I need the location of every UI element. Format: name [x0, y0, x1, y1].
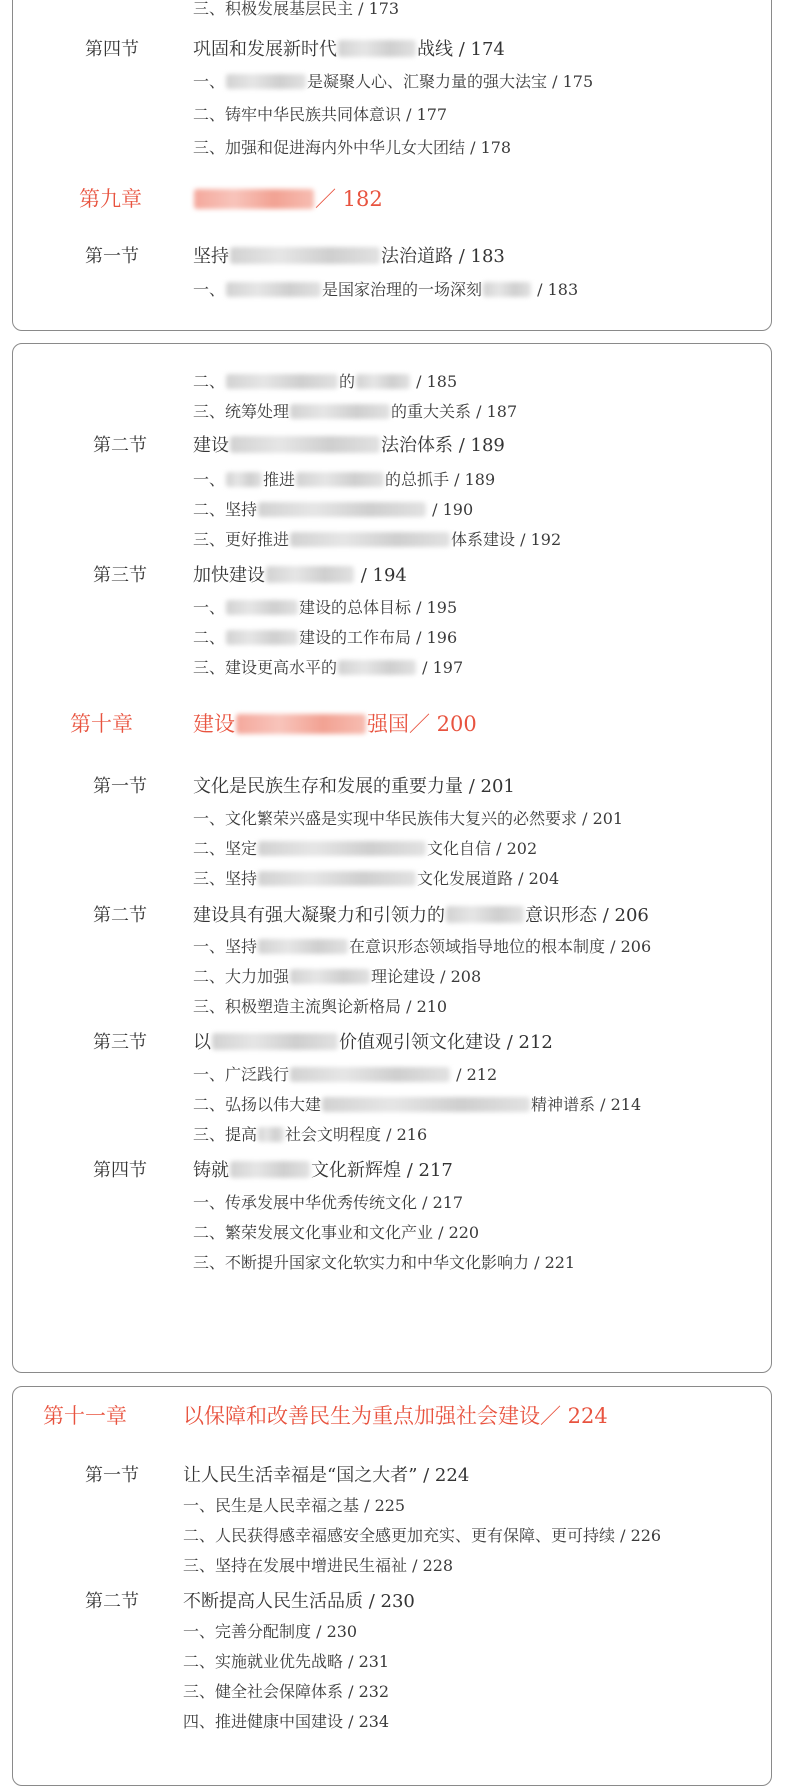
entry-text-part: 一、 [193, 72, 226, 91]
entry-text-part: / 197 [417, 658, 464, 677]
redacted-blur [446, 906, 524, 923]
entry-text-part: 一、广泛践行 [193, 1065, 290, 1084]
entry-text-part: 二、弘扬以伟大建 [193, 1095, 322, 1114]
redacted-blur [258, 871, 416, 886]
redacted-blur [258, 841, 426, 856]
redacted-blur [356, 374, 410, 389]
entry-text-part: 以 [193, 1032, 211, 1053]
entry-text-part: / 183 [532, 280, 579, 299]
redacted-blur [194, 189, 314, 209]
section-title [193, 35, 505, 61]
redacted-blur [236, 714, 366, 734]
entry-text-part: 法治体系 / 189 [381, 435, 505, 456]
entry-text-part: 建设的工作布局 / 196 [299, 628, 458, 647]
section-label: 第四节 [85, 39, 139, 60]
entry-text-part: 一、 [193, 598, 226, 617]
toc-item [193, 1092, 641, 1115]
redacted-blur [290, 1067, 450, 1082]
toc-item [193, 467, 495, 490]
redacted-blur [226, 282, 321, 297]
entry-text-part: 文化新辉煌 / 217 [311, 1160, 453, 1181]
redacted-blur [212, 1033, 338, 1050]
entry-text-part: 文化发展道路 / 204 [417, 869, 560, 888]
entry-text-part: 二、 [193, 372, 226, 391]
toc-item: 三、加强和促进海内外中华儿女大团结 / 178 [193, 138, 512, 157]
entry-text-part: 价值观引领文化建设 / 212 [339, 1032, 553, 1053]
section-title: 不断提高人民生活品质 / 230 [183, 1591, 415, 1612]
redacted-blur [290, 404, 390, 419]
section-label: 第三节 [93, 1032, 147, 1053]
chapter-title: 以保障和改善民生为重点加强社会建设／ 224 [183, 1404, 608, 1428]
section-title [193, 1156, 453, 1182]
entry-text-part: 的 [339, 372, 356, 391]
chapter-title [193, 708, 477, 738]
entry-text-part: 体系建设 / 192 [451, 530, 562, 549]
section-label: 第二节 [85, 1591, 139, 1612]
redacted-blur [290, 532, 450, 547]
redacted-blur [483, 282, 531, 297]
toc-panel-1 [12, 0, 772, 331]
entry-text-part: 精神谱系 / 214 [531, 1095, 642, 1114]
entry-text-part: 是凝聚人心、汇聚力量的强大法宝 / 175 [307, 72, 594, 91]
entry-text-part: 在意识形态领域指导地位的根本制度 / 206 [349, 937, 652, 956]
entry-text-part: 是国家治理的一场深刻 [322, 280, 483, 299]
section-title: 让人民生活幸福是“国之大者” / 224 [183, 1465, 470, 1486]
redacted-blur [290, 969, 370, 984]
entry-text-part: 建设的总体目标 / 195 [299, 598, 458, 617]
redacted-blur [296, 472, 384, 487]
entry-text-part: 战线 / 174 [417, 39, 505, 60]
toc-item [193, 399, 517, 422]
toc-item [193, 836, 537, 859]
redacted-blur [258, 502, 426, 517]
toc-panel-3 [12, 1386, 772, 1786]
entry-text-part: 一、坚持 [193, 937, 258, 956]
toc-item: 一、传承发展中华优秀传统文化 / 217 [193, 1193, 464, 1212]
redacted-blur [226, 74, 306, 89]
entry-text-part: / 212 [451, 1065, 498, 1084]
toc-item [193, 527, 561, 550]
toc-item [193, 934, 651, 957]
section-title [193, 242, 505, 268]
toc-item [193, 497, 473, 520]
section-title [193, 1028, 553, 1054]
section-title [193, 561, 407, 587]
entry-text-part: 一、 [193, 470, 226, 489]
entry-text-part: 加快建设 [193, 565, 265, 586]
toc-item: 三、积极塑造主流舆论新格局 / 210 [193, 997, 448, 1016]
entry-text-part: 巩固和发展新时代 [193, 39, 337, 60]
section-label: 第一节 [85, 1465, 139, 1486]
redacted-blur [266, 566, 354, 583]
entry-text-part: 推进 [263, 470, 296, 489]
entry-text-part: 一、 [193, 280, 226, 299]
redacted-blur [226, 630, 298, 645]
section-label: 第四节 [93, 1160, 147, 1181]
entry-text-part: / 194 [355, 565, 407, 586]
redacted-blur [226, 374, 338, 389]
section-label: 第一节 [85, 246, 139, 267]
toc-item [193, 1122, 427, 1145]
toc-item: 二、繁荣发展文化事业和文化产业 / 220 [193, 1223, 480, 1242]
toc-item: 一、民生是人民幸福之基 / 225 [183, 1496, 406, 1515]
entry-text-part: 三、提高 [193, 1125, 258, 1144]
entry-text-part: 的重大关系 / 187 [391, 402, 518, 421]
section-title [193, 901, 649, 927]
entry-text-part: / 190 [427, 500, 474, 519]
section-title: 文化是民族生存和发展的重要力量 / 201 [193, 776, 515, 797]
toc-item: 三、不断提升国家文化软实力和中华文化影响力 / 221 [193, 1253, 576, 1272]
section-label: 第二节 [93, 435, 147, 456]
entry-text-part: 强国／ 200 [367, 712, 477, 736]
redacted-blur [322, 1097, 530, 1112]
toc-panel-2 [12, 343, 772, 1373]
entry-text-part: 建设 [193, 435, 229, 456]
redacted-blur [230, 1161, 310, 1178]
section-label: 第二节 [93, 905, 147, 926]
entry-text-part: 建设具有强大凝聚力和引领力的 [193, 905, 445, 926]
entry-text-part: 二、坚持 [193, 500, 258, 519]
entry-text-part: 社会文明程度 / 216 [285, 1125, 428, 1144]
entry-text-part: ／ 182 [315, 187, 383, 211]
redacted-blur [226, 600, 298, 615]
toc-item [193, 69, 593, 92]
entry-text-part: 的总抓手 / 189 [385, 470, 496, 489]
entry-text-part: 二、坚定 [193, 839, 258, 858]
entry-text-part: 文化自信 / 202 [427, 839, 538, 858]
section-title [193, 431, 505, 457]
toc-item [193, 964, 481, 987]
entry-text-part: 三、建设更高水平的 [193, 658, 338, 677]
redacted-blur [226, 472, 262, 487]
entry-text-part: 铸就 [193, 1160, 229, 1181]
redacted-blur [338, 660, 416, 675]
toc-item [193, 277, 578, 300]
entry-text-part: 法治道路 / 183 [381, 246, 505, 267]
entry-text-part: / 185 [411, 372, 458, 391]
section-label: 第一节 [93, 776, 147, 797]
entry-text-part: 二、大力加强 [193, 967, 290, 986]
redacted-blur [230, 436, 380, 453]
toc-item: 二、人民获得感幸福感安全感更加充实、更有保障、更可持续 / 226 [183, 1526, 662, 1545]
toc-item: 三、坚持在发展中增进民生福祉 / 228 [183, 1556, 454, 1575]
chapter-label: 第十一章 [43, 1404, 127, 1428]
redacted-blur [230, 247, 380, 264]
toc-item [193, 655, 463, 678]
chapter-label: 第十章 [70, 712, 133, 736]
entry-text-part: 三、更好推进 [193, 530, 290, 549]
redacted-blur [258, 1127, 284, 1142]
entry-text-part: 二、 [193, 628, 226, 647]
entry-text-part: 建设 [193, 712, 235, 736]
section-label: 第三节 [93, 565, 147, 586]
entry-text-part: 坚持 [193, 246, 229, 267]
toc-item [193, 369, 457, 392]
redacted-blur [258, 939, 348, 954]
toc-item [193, 1062, 497, 1085]
toc-item: 一、文化繁荣兴盛是实现中华民族伟大复兴的必然要求 / 201 [193, 809, 624, 828]
entry-text-part: 三、坚持 [193, 869, 258, 888]
chapter-title [193, 183, 383, 213]
toc-item [193, 625, 457, 648]
entry-text-part: 意识形态 / 206 [525, 905, 649, 926]
redacted-blur [338, 40, 416, 57]
toc-item [193, 866, 559, 889]
toc-item: 三、健全社会保障体系 / 232 [183, 1682, 390, 1701]
entry-text-part: 理论建设 / 208 [371, 967, 482, 986]
chapter-label: 第九章 [79, 187, 142, 211]
toc-item: 二、铸牢中华民族共同体意识 / 177 [193, 105, 448, 124]
toc-item: 二、实施就业优先战略 / 231 [183, 1652, 390, 1671]
toc-item [193, 595, 457, 618]
toc-item: 一、完善分配制度 / 230 [183, 1622, 358, 1641]
entry-text-part: 三、统筹处理 [193, 402, 290, 421]
toc-item: 三、积极发展基层民主 / 173 [193, 0, 400, 18]
toc-item: 四、推进健康中国建设 / 234 [183, 1712, 390, 1731]
